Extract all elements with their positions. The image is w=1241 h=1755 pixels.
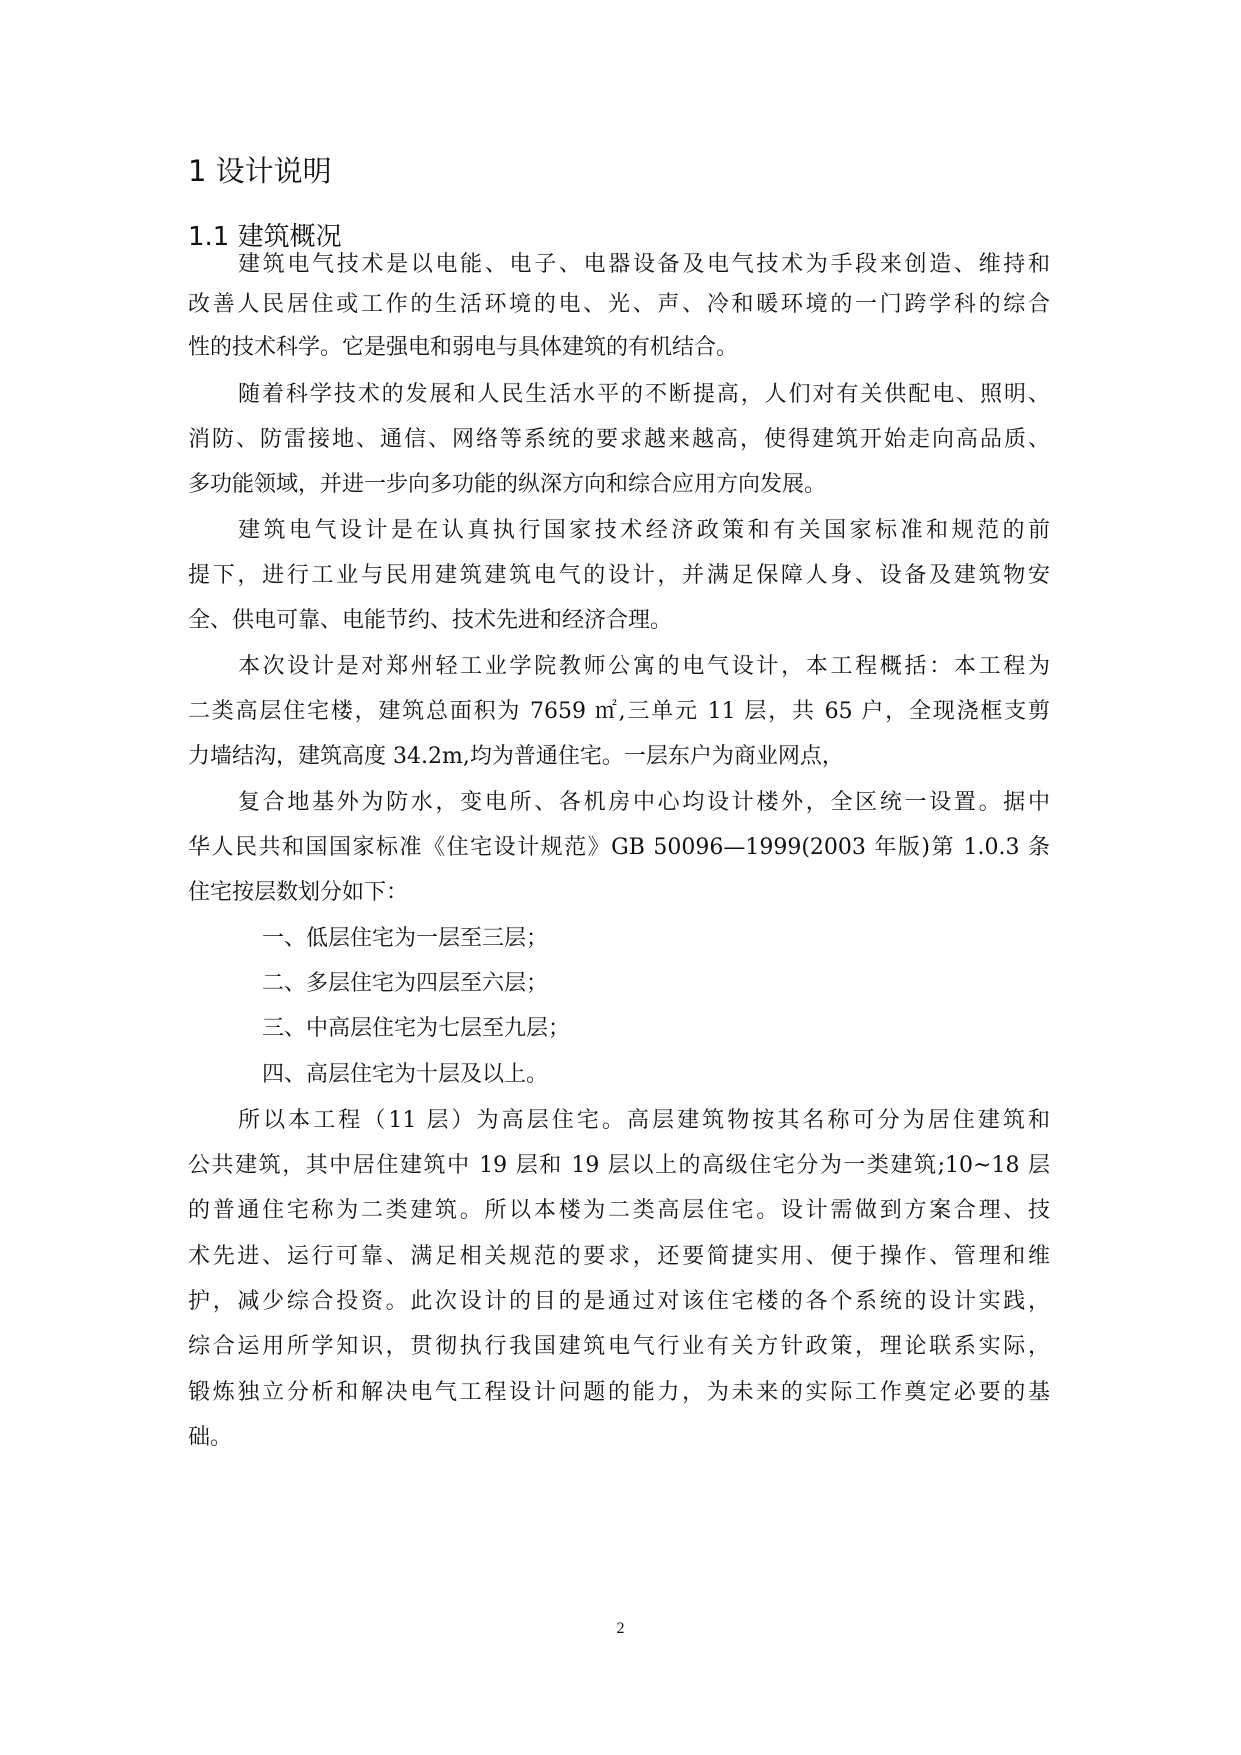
paragraph-line: 随着科学技术的发展和人民生活水平的不断提高，人们对有关供配电、照明、	[238, 382, 1050, 407]
paragraph-line: 础。	[188, 1425, 233, 1450]
paragraph-line: 二类高层住宅楼，建筑总面积为 7659 ㎡,三单元 11 层，共 65 户，全现浇框支剪	[188, 699, 1050, 724]
paragraph-line: 性的技术科学。它是强电和弱电与具体建筑的有机结合。	[188, 335, 739, 360]
paragraph-line: 建筑电气技术是以电能、电子、电器设备及电气技术为手段来创造、维持和	[238, 252, 1050, 277]
paragraph-line: 综合运用所学知识，贯彻执行我国建筑电气行业有关方针政策，理论联系实际，	[188, 1334, 1050, 1359]
paragraph-line: 公共建筑，其中居住建筑中 19 层和 19 层以上的高级住宅分为一类建筑;10~18 层	[188, 1153, 1050, 1178]
paragraph-line: 术先进、运行可靠、满足相关规范的要求，还要简捷实用、便于操作、管理和维	[188, 1244, 1050, 1269]
paragraph-line: 锻炼独立分析和解决电气工程设计问题的能力，为未来的实际工作奠定必要的基	[188, 1380, 1050, 1405]
paragraph-line: 华人民共和国国家标准《住宅设计规范》GB 50096—1999(2003 年版)第 1.0.3 条	[188, 835, 1050, 860]
list-item: 一、低层住宅为一层至三层；	[262, 926, 549, 951]
page-number: 2	[616, 1620, 625, 1637]
subsection-heading: 1.1 建筑概况	[188, 222, 342, 252]
paragraph-line: 改善人民居住或工作的生活环境的电、光、声、冷和暖环境的一门跨学科的综合	[188, 292, 1050, 317]
list-item: 二、多层住宅为四层至六层；	[262, 971, 549, 996]
section-heading: 1 设计说明	[188, 154, 332, 188]
paragraph-line: 复合地基外为防水，变电所、各机房中心均设计楼外，全区统一设置。据中	[238, 790, 1050, 815]
list-item: 三、中高层住宅为七层至九层；	[262, 1016, 571, 1041]
paragraph-line: 消防、防雷接地、通信、网络等系统的要求越来越高，使得建筑开始走向高品质、	[188, 427, 1050, 452]
paragraph-line: 多功能领域，并进一步向多功能的纵深方向和综合应用方向发展。	[188, 472, 827, 497]
list-item: 四、高层住宅为十层及以上。	[262, 1062, 549, 1087]
paragraph-line: 的普通住宅称为二类建筑。所以本楼为二类高层住宅。设计需做到方案合理、技	[188, 1198, 1050, 1223]
paragraph-line: 提下，进行工业与民用建筑建筑电气的设计，并满足保障人身、设备及建筑物安	[188, 563, 1050, 588]
paragraph-line: 护，减少综合投资。此次设计的目的是通过对该住宅楼的各个系统的设计实践，	[188, 1289, 1050, 1314]
paragraph-line: 建筑电气设计是在认真执行国家技术经济政策和有关国家标准和规范的前	[238, 518, 1050, 543]
paragraph-line: 全、供电可靠、电能节约、技术先进和经济合理。	[188, 608, 673, 633]
paragraph-line: 所以本工程（11 层）为高层住宅。高层建筑物按其名称可分为居住建筑和	[238, 1108, 1050, 1133]
paragraph-line: 力墙结沟，建筑高度 34.2m,均为普通住宅。一层东户为商业网点，	[188, 744, 844, 769]
paragraph-line: 本次设计是对郑州轻工业学院教师公寓的电气设计，本工程概括：本工程为	[238, 654, 1050, 679]
paragraph-line: 住宅按层数划分如下：	[188, 880, 409, 905]
